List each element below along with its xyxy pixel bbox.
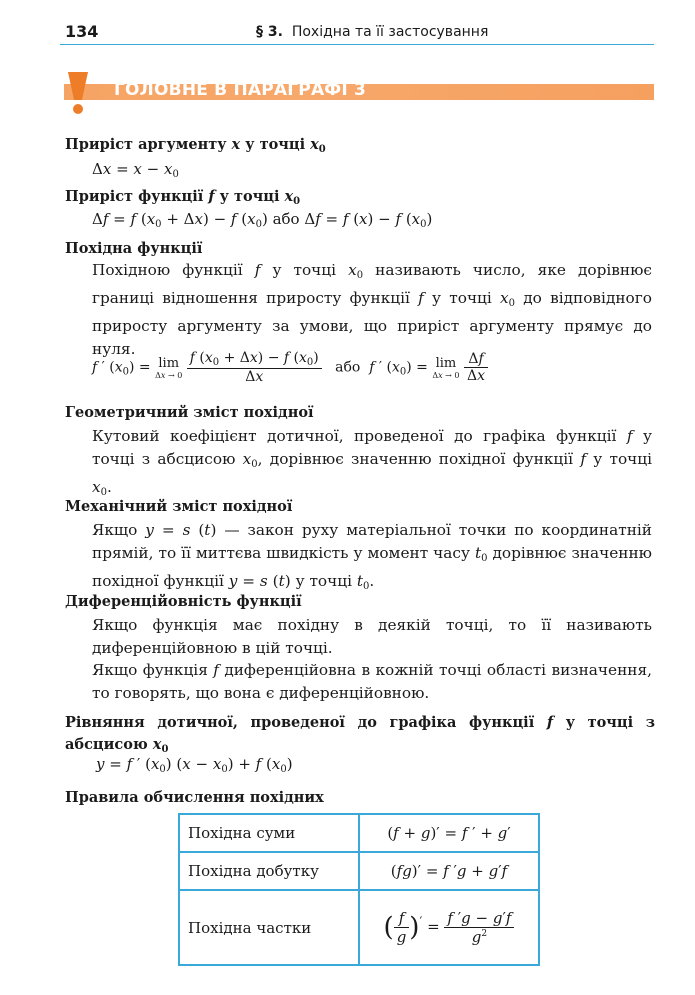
increment-function-title: Приріст функції f у точці $x_0$ [65, 188, 301, 207]
derivative-definition: Похідною функції f у точці $x_0$ називають число, яке дорівнює границі відношення приросту функції f у точці $x_0$ до відповідного приросту аргументу за умови, що приріст аргументу прямує до нуля. [92, 261, 652, 358]
differentiability-title: Диференційовність функції [65, 593, 302, 610]
mechanical-meaning-title: Механічний зміст похідної [65, 498, 293, 515]
differentiability-text-2: Якщо функція f диференційовна в кожній точці області визначення, то говорять, що вона є диференційовною. [92, 661, 652, 702]
rule-formula: (f + g)′ = f ′ + g′ [359, 814, 539, 852]
section-heading [256, 24, 488, 40]
header-rule [60, 44, 654, 45]
table-row [179, 890, 539, 965]
rule-formula: ( $\frac{f}{g}$ )′ = $\frac{f 'g - g'f}{g^2}$ [359, 890, 539, 965]
exclamation-icon [64, 70, 92, 116]
differentiability-text-1: Якщо функція має похідну в деякій точці, то її називають диференційовною в цій точці. [92, 616, 652, 657]
mechanical-meaning-text: Якщо y = s (t) — закон руху матеріальної точки по координатній прямій, то її миттєва швидкість у момент часу $t_0$ дорівнює значенню похідної функції y = s (t) у точці $t_0$. [92, 521, 652, 592]
section-title: Похідна та її застосування [291, 24, 489, 40]
rules-title: Правила обчислення похідних [65, 789, 324, 806]
geometric-meaning-text: Кутовий коефіцієнт дотичної, проведеної до графіка функції f у точці з абсцисою $x_0$, дорівнює значенню похідної функції f у точці $x_0$. [92, 427, 653, 498]
geometric-meaning-title: Геометричний зміст похідної [65, 404, 314, 421]
tangent-equation-title: Рівняння дотичної, проведеної до графіка функції f у точці з абсцисою $x_0$ [65, 714, 656, 755]
rule-label: Похідна добутку [179, 852, 359, 890]
table-row [179, 852, 539, 890]
increment-function-formula: Δf = f $(x_0 + \Delta x) - f$ $(x_0)$ або Δf = f (x) − f $(x_0)$ [92, 210, 433, 230]
summary-title: ГОЛОВНЕ В ПАРАГРАФІ 3 [114, 80, 367, 100]
derivative-rules-table [178, 813, 540, 966]
table-row [179, 814, 539, 852]
page-header [0, 0, 695, 50]
tangent-equation-formula: y = f ′ $(x_0) (x - x_0) + f$ $(x_0)$ [96, 755, 293, 775]
section-number: § 3. [256, 24, 283, 40]
increment-argument-title: Приріст аргументу x у точці $x_0$ [65, 136, 326, 155]
rule-label: Похідна частки [179, 890, 359, 965]
page-number: 134 [65, 22, 99, 41]
rule-label: Похідна суми [179, 814, 359, 852]
derivative-formula: f ′ $(x_0)$ = lim Δx → 0 $\frac{f (x_0 + \Delta x) - f (x_0)}{\Delta x}$ або f ′ $(x_0)$ = lim Δx → 0 $\frac{\Delta f}{\Delta x}$ [92, 350, 488, 385]
derivative-title: Похідна функції [65, 240, 203, 257]
rule-formula: (fg)′ = f ′g + g′f [359, 852, 539, 890]
increment-argument-formula: $\Delta x = x - x_0$ [92, 160, 179, 180]
